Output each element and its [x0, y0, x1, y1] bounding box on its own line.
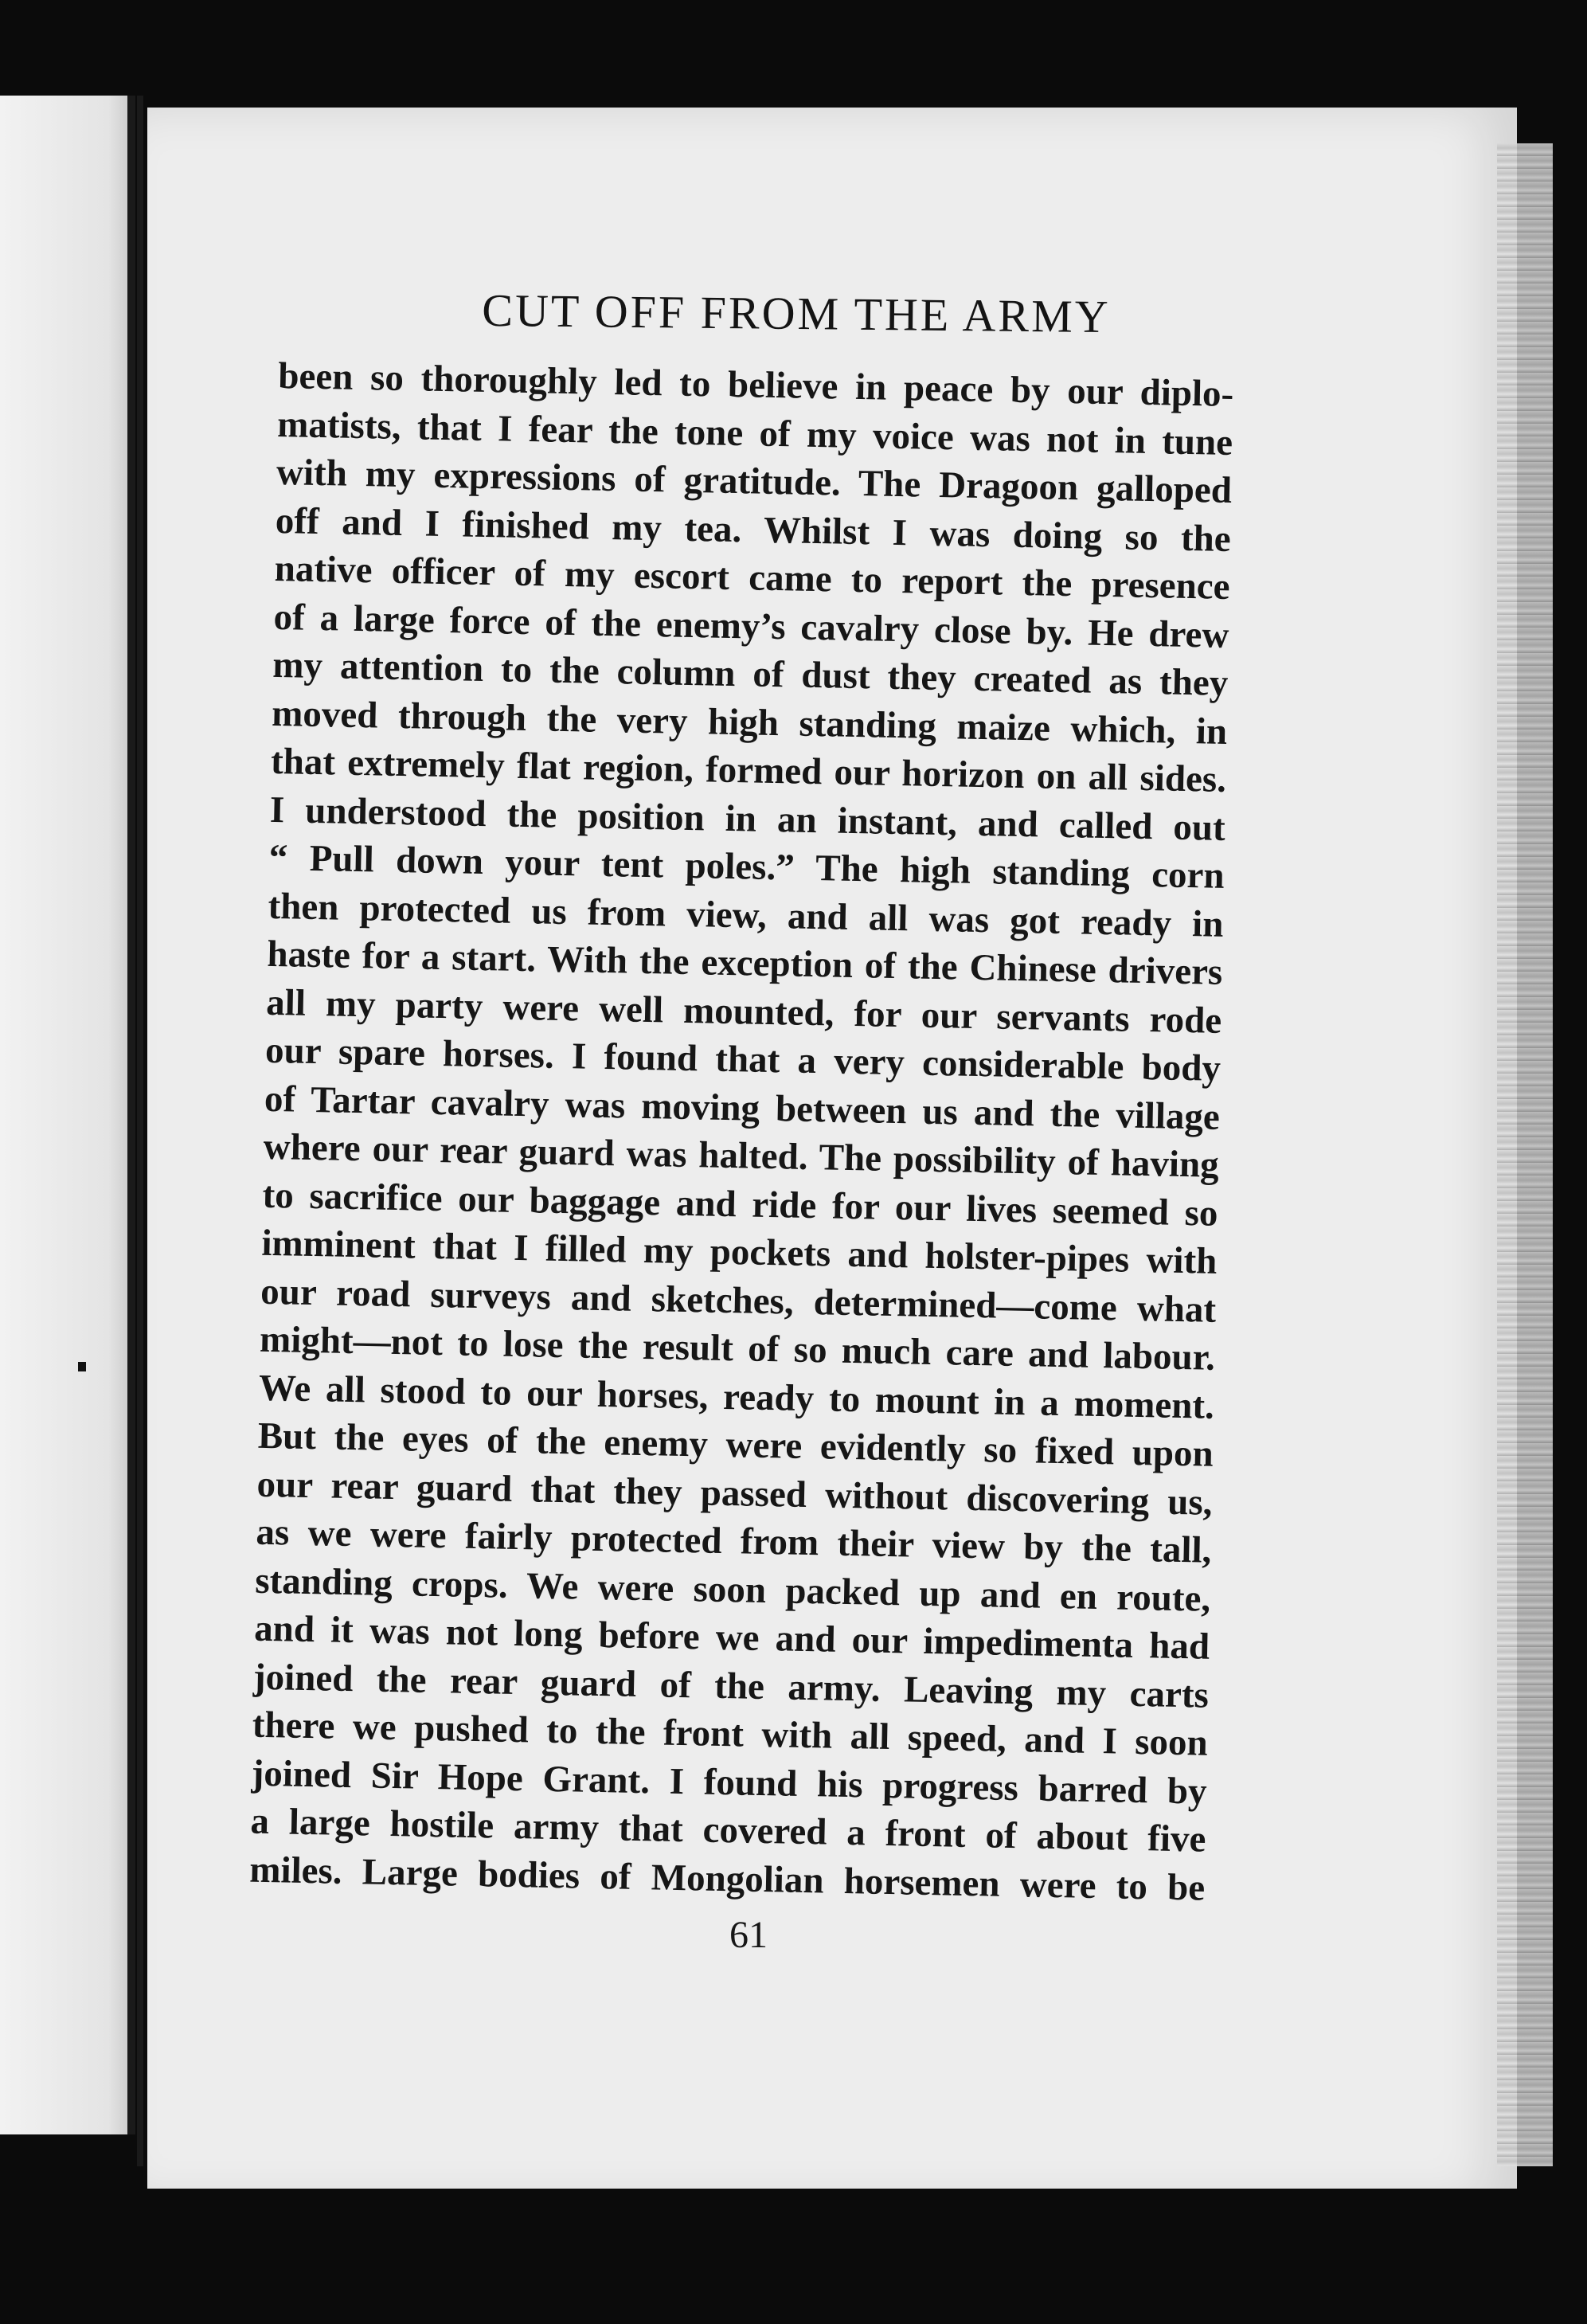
- body-text: [249, 352, 1234, 1912]
- text-line: moved through the very high standing maize which, in: [271, 692, 1228, 753]
- left-page-surface: [0, 96, 127, 2134]
- text-line: imminent that I filled my pockets and holster-pipes with: [261, 1222, 1218, 1282]
- left-page-edge: [0, 96, 135, 2134]
- text-line: standing crops. We were soon packed up and en route,: [254, 1559, 1211, 1620]
- text-line: that extremely flat region, formed our horizon on all sides.: [270, 740, 1227, 800]
- text-line: our rear guard that they passed without discovering us,: [256, 1463, 1213, 1524]
- text-line: with my expressions of gratitude. The Dragoon galloped: [276, 451, 1233, 512]
- text-line: and it was not long before we and our impedimenta had: [253, 1607, 1210, 1668]
- page-number: 61: [729, 1914, 768, 1956]
- text-line: our road surveys and sketches, determined—come what: [260, 1270, 1217, 1331]
- text-line: to sacrifice our baggage and ride for our lives seemed so: [262, 1174, 1218, 1234]
- text-line: joined Sir Hope Grant. I found his progress barred by: [251, 1752, 1208, 1813]
- text-line: there we pushed to the front with all speed, and I soon: [252, 1704, 1209, 1764]
- text-line: matists, that I fear the tone of my voice was not in tune: [276, 403, 1233, 464]
- text-line: might—not to lose the result of so much care and labour.: [259, 1318, 1216, 1379]
- text-line: of a large force of the enemy’s cavalry close by. He drew: [273, 596, 1229, 656]
- text-line: my attention to the column of dust they created as they: [272, 644, 1229, 704]
- text-line: miles. Large bodies of Mongolian horsemen were to be: [248, 1849, 1206, 1909]
- text-line: then protected us from view, and all was got ready in: [268, 885, 1224, 945]
- text-line: as we were fairly protected from their view by the tall,: [256, 1511, 1212, 1571]
- text-line: But the eyes of the enemy were evidently so fixed upon: [257, 1414, 1214, 1475]
- page-fore-edge: [1497, 143, 1553, 2166]
- scan-background: [0, 2189, 1587, 2324]
- page-mark: [78, 1362, 86, 1371]
- text-line: off and I finished my tea. Whilst I was doing so the: [275, 499, 1232, 560]
- text-line: We all stood to our horses, ready to mount in a moment.: [258, 1367, 1215, 1427]
- text-line: all my party were well mounted, for our servants rode: [265, 981, 1222, 1042]
- text-line: our spare horses. I found that a very considerable body: [264, 1029, 1222, 1090]
- text-line: of Tartar cavalry was moving between us and the village: [264, 1078, 1221, 1138]
- running-head: CUT OFF FROM THE ARMY: [482, 284, 1111, 343]
- text-line: where our rear guard was halted. The possibility of having: [263, 1125, 1220, 1186]
- text-line: a large hostile army that covered a front of about five: [250, 1800, 1206, 1860]
- text-line: haste for a start. With the exception of the Chinese drivers: [266, 933, 1223, 993]
- book-gutter: [137, 96, 143, 2166]
- text-line: native officer of my escort came to report the presence: [274, 547, 1231, 608]
- text-line: I understood the position in an instant, and called out: [269, 788, 1226, 849]
- text-line: “ Pull down your tent poles.” The high standing corn: [268, 836, 1225, 897]
- text-line: joined the rear guard of the army. Leaving my carts: [252, 1656, 1210, 1716]
- text-line: been so thoroughly led to believe in peace by our diplo-: [277, 354, 1234, 416]
